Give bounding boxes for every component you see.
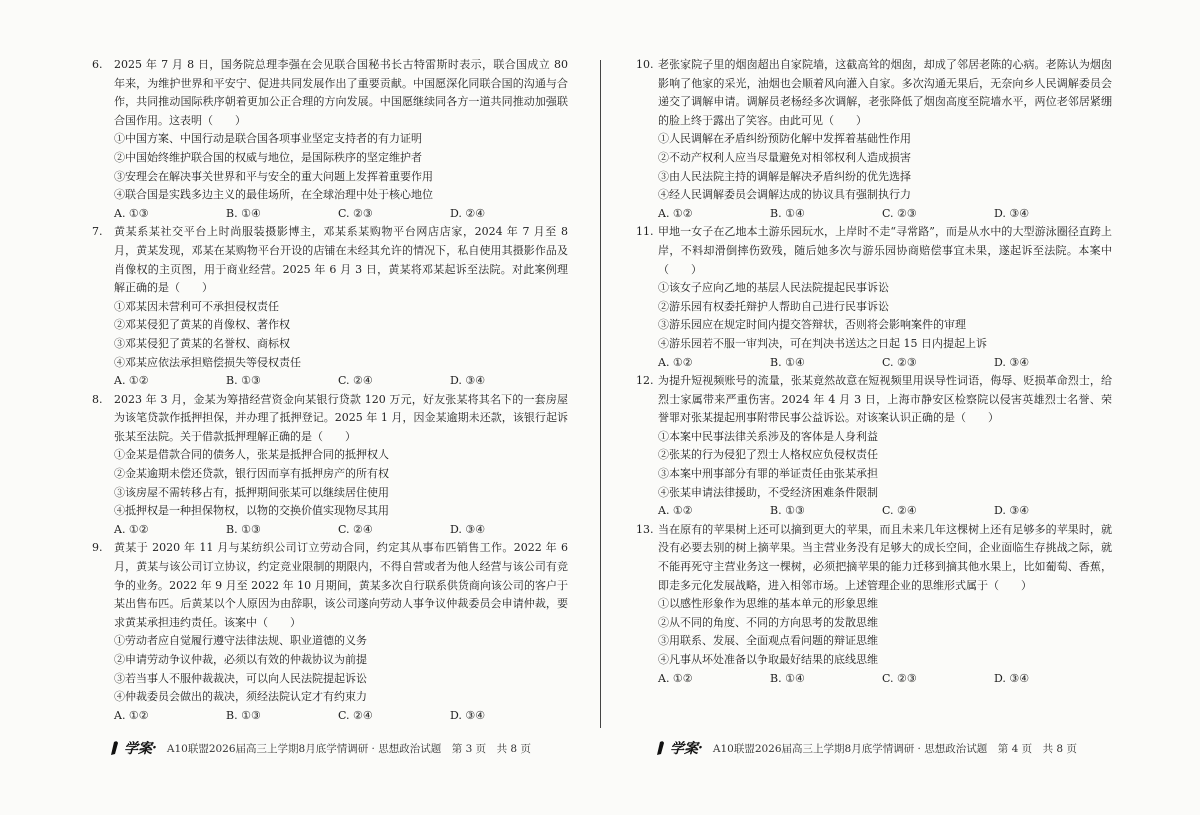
statement-option: ②申请劳动争议仲裁，必须以有效的仲裁协议为前提 bbox=[114, 653, 367, 666]
answer-choice: A. ①② bbox=[658, 504, 693, 518]
question-11 bbox=[636, 223, 1112, 372]
statement-option: ②不动产权利人应当尽量避免对相邻权利人造成损害 bbox=[658, 150, 911, 164]
statement-option: ②游乐园有权委托辩护人帮助自己进行民事诉讼 bbox=[658, 299, 889, 313]
answer-choice: D. ③④ bbox=[994, 206, 1030, 220]
footer-right bbox=[654, 738, 1077, 758]
answer-choices bbox=[636, 502, 1112, 521]
statement-option: ①中国方案、中国行动是联合国各项事业坚定支持者的有力证明 bbox=[114, 132, 422, 146]
question-stem-text: 黄某于 2020 年 11 月与某纺织公司订立劳动合同，约定其从事布匹销售工作。2022 年 6 月，黄某与该公司订立协议，约定竞业限制的期限内，不得自营或者为他人经营与该公司有竞争的业务。2022 年 9 月至 2022 年 10 月期间，黄某多次自行联系供货商向该公司的客户于某出售布匹。后黄某以个人原因为由辞职，该公司遂向劳动人事争议仲裁委员会申请仲裁，要求黄某承担违约责任。该案中（ ） bbox=[114, 541, 568, 629]
question-number: 10. bbox=[636, 58, 654, 71]
statement-option: ①邓某因未营利可不承担侵权责任 bbox=[114, 299, 279, 313]
answer-choice: D. ③④ bbox=[450, 522, 486, 536]
question-stem-text: 当在原有的苹果树上还可以摘到更大的苹果，而且未来几年这棵树上还有足够多的苹果时，就没有必要去别的树上摘苹果。当主营业务没有足够大的成长空间，企业面临生存挑战之际，就不能再死守主营业务这一棵树，必须把摘苹果的能力迁移到摘其他水果上，比如葡萄、香蕉，即走多元化发展战略，进入相邻市场。上述管理企业的思维形式属于（ ） bbox=[658, 522, 1112, 592]
answer-choices bbox=[92, 372, 568, 391]
answer-choices bbox=[92, 521, 568, 540]
statement-option: ④张某申请法律援助，不受经济困难条件限制 bbox=[658, 485, 878, 499]
answer-choice: D. ②④ bbox=[450, 206, 486, 220]
answer-choice: D. ③④ bbox=[994, 355, 1030, 369]
answer-choice: B. ①③ bbox=[770, 504, 805, 518]
statement-option: ①以感性形象作为思维的基本单元的形象思维 bbox=[658, 597, 878, 611]
statement-option: ③游乐园应在规定时间内提交答辩状，否则将会影响案件的审理 bbox=[658, 318, 966, 332]
answer-choice: A. ①② bbox=[114, 522, 149, 536]
statement-option: ③本案中刑事部分有罪的举证责任由张某承担 bbox=[658, 467, 878, 481]
answer-choice: B. ①④ bbox=[770, 206, 805, 220]
answer-choice: A. ①② bbox=[658, 206, 693, 220]
answer-choices bbox=[636, 354, 1112, 373]
left-question-list bbox=[92, 56, 568, 725]
answer-choice: C. ②④ bbox=[338, 708, 373, 722]
answer-choice: C. ②③ bbox=[882, 671, 917, 685]
question-stem bbox=[636, 521, 1112, 595]
statement-option: ①该女子应向乙地的基层人民法院提起民事诉讼 bbox=[658, 281, 889, 295]
feather-icon bbox=[654, 740, 668, 756]
question-8 bbox=[92, 391, 568, 540]
question-6 bbox=[92, 56, 568, 223]
statement-option: ④仲裁委员会做出的裁决，须经法院认定才有约束力 bbox=[114, 690, 367, 704]
statement-option: ③邓某侵犯了黄某的名誉权、商标权 bbox=[114, 336, 290, 350]
left-column bbox=[92, 56, 568, 725]
statement-option: ④游乐园若不服一审判决，可在判决书送达之日起 15 日内提起上诉 bbox=[658, 336, 987, 350]
statement-option: ②邓某侵犯了黄某的肖像权、著作权 bbox=[114, 318, 290, 332]
answer-choice: B. ①④ bbox=[226, 206, 261, 220]
question-stem bbox=[92, 223, 568, 297]
question-stem-text: 老张家院子里的烟囱超出自家院墙，这截高耸的烟囱，却成了邻居老陈的心病。老陈认为烟囱影响了他家的采光，油烟也会顺着风向灌入自家。多次沟通无果后，无奈向乡人民调解委员会递交了调解申请。调解员老杨经多次调解，老张降低了烟囱高度至院墙水平，两位老邻居紧绷的脸上终于露出了笑容。由此可见（ ） bbox=[658, 58, 1112, 127]
statement-option: ①人民调解在矛盾纠纷预防化解中发挥着基础性作用 bbox=[658, 132, 911, 146]
statement-option: ③由人民法院主持的调解是解决矛盾纠纷的优先选择 bbox=[658, 169, 911, 183]
statement-option: ②中国始终维护联合国的权威与地位，是国际秩序的坚定维护者 bbox=[114, 150, 422, 164]
answer-choices bbox=[92, 707, 568, 726]
answer-choice: B. ①③ bbox=[226, 522, 261, 536]
brand-logo-text: 学案 bbox=[124, 741, 152, 757]
answer-choice: C. ②③ bbox=[882, 206, 917, 220]
statement-option: ③若当事人不服仲裁裁决，可以向人民法院提起诉讼 bbox=[114, 671, 367, 685]
question-number: 12. bbox=[636, 374, 654, 388]
answer-choice: D. ③④ bbox=[450, 374, 486, 388]
question-number: 7. bbox=[92, 225, 103, 239]
question-stem-text: 黄某系某社交平台上时尚服装摄影博主，邓某系某购物平台网店店家，2024 年 7 月至 8 月，黄某发现，邓某在某购物平台开设的店铺在未经其允许的情况下，私自使用其摄影作品及肖像权的主页图，用于商业经营。2025 年 6 月 3 日，黄某将邓某起诉至法院。对此案例理解正确的是（ ） bbox=[114, 225, 568, 295]
answer-choice: D. ③④ bbox=[994, 504, 1030, 518]
statement-option: ①本案中民事法律关系涉及的客体是人身利益 bbox=[658, 429, 878, 443]
question-stem bbox=[636, 372, 1112, 428]
question-13 bbox=[636, 521, 1112, 688]
question-number: 13. bbox=[636, 522, 654, 536]
footer-right-text: A10联盟2026届高三上学期8月底学情调研 · 思想政治试题 第 4 页 共 8 页 bbox=[712, 742, 1077, 755]
question-9 bbox=[92, 539, 568, 725]
question-stem bbox=[92, 391, 568, 447]
answer-choice: C. ②③ bbox=[338, 206, 373, 220]
answer-choice: B. ①④ bbox=[770, 355, 805, 369]
answer-choice: A. ①② bbox=[114, 708, 149, 722]
statement-option: ①劳动者应自觉履行遵守法律法规、职业道德的义务 bbox=[114, 634, 367, 648]
answer-choice: A. ①② bbox=[658, 355, 693, 369]
footer-left bbox=[108, 738, 531, 758]
question-10 bbox=[636, 56, 1112, 223]
footer-left-text: A10联盟2026届高三上学期8月底学情调研 · 思想政治试题 第 3 页 共 8 页 bbox=[166, 742, 531, 755]
question-stem bbox=[636, 223, 1112, 279]
answer-choice: A. ①② bbox=[114, 374, 149, 388]
answer-choice: D. ③④ bbox=[450, 708, 486, 722]
answer-choice: A. ①② bbox=[658, 671, 693, 685]
answer-choice: D. ③④ bbox=[994, 671, 1030, 685]
question-number: 8. bbox=[92, 392, 103, 406]
answer-choice: A. ①③ bbox=[114, 206, 149, 220]
question-number: 9. bbox=[92, 541, 103, 555]
answer-choice: C. ②④ bbox=[338, 522, 373, 536]
answer-choice: B. ①③ bbox=[226, 374, 261, 388]
answer-choice: B. ①④ bbox=[770, 671, 805, 685]
question-7 bbox=[92, 223, 568, 390]
answer-choices bbox=[636, 670, 1112, 689]
question-stem-text: 2023 年 3 月，金某为筹措经营资金向某银行贷款 120 万元，好友张某将其名下的一套房屋为该笔贷款作抵押担保，并办理了抵押登记。2025 年 1 月，因金某逾期未还款，该银行起诉张某至法院。关于借款抵押理解正确的是（ ） bbox=[114, 392, 568, 443]
statement-option: ①金某是借款合同的债务人，张某是抵押合同的抵押权人 bbox=[114, 448, 389, 462]
statement-option: ④凡事从坏处准备以争取最好结果的底线思维 bbox=[658, 653, 878, 666]
answer-choice: C. ②④ bbox=[882, 504, 917, 518]
statement-option: ②从不同的角度、不同的方向思考的发散思维 bbox=[658, 615, 878, 629]
brand-logo: 学案 · bbox=[108, 738, 157, 758]
column-divider bbox=[600, 60, 601, 728]
question-12 bbox=[636, 372, 1112, 521]
question-stem-text: 2025 年 7 月 8 日，国务院总理李强在会见联合国秘书长古特雷斯时表示，联合国成立 80 年来，为维护世界和平安宁、促进共同发展作出了重要贡献。中国愿深化同联合国的沟通与合作，共同推动国际秩序朝着更加公正合理的方向发展。中国愿继续同各方一道共同推动加强联合国作用。这表明（ ） bbox=[114, 58, 568, 127]
answer-choice: C. ②③ bbox=[882, 355, 917, 369]
answer-choices bbox=[92, 205, 568, 224]
statement-option: ③用联系、发展、全面观点看问题的辩证思维 bbox=[658, 634, 878, 648]
question-stem bbox=[92, 539, 568, 632]
statement-option: ③该房屋不需转移占有，抵押期间张某可以继续居住使用 bbox=[114, 485, 389, 499]
feather-icon bbox=[108, 740, 122, 756]
right-column bbox=[636, 56, 1112, 688]
statement-option: ④联合国是实践多边主义的最佳场所，在全球治理中处于核心地位 bbox=[114, 188, 433, 202]
question-stem-text: 为提升短视频账号的流量，张某竟然故意在短视频里用误导性词语，侮辱、贬损革命烈士，给烈士家属带来严重伤害。2024 年 4 月 3 日，上海市静安区检察院以侵害英雄烈士名誉、荣誉罪对张某提起刑事附带民事公益诉讼。对该案认识正确的是（ ） bbox=[658, 374, 1112, 425]
question-stem bbox=[92, 56, 568, 130]
right-question-list bbox=[636, 56, 1112, 688]
statement-option: ④抵押权是一种担保物权，以物的交换价值实现物尽其用 bbox=[114, 504, 389, 518]
statement-option: ④邓某应依法承担赔偿损失等侵权责任 bbox=[114, 355, 301, 369]
answer-choice: B. ①③ bbox=[226, 708, 261, 722]
brand-logo-text: 学案 bbox=[670, 741, 698, 757]
question-stem bbox=[636, 56, 1112, 130]
question-number: 11. bbox=[636, 225, 654, 239]
statement-option: ④经人民调解委员会调解达成的协议具有强制执行力 bbox=[658, 188, 911, 202]
statement-option: ②金某逾期未偿还贷款，银行因而享有抵押房产的所有权 bbox=[114, 467, 389, 481]
question-stem-text: 甲地一女子在乙地本土游乐园玩水，上岸时不走“寻常路”，而是从水中的大型游泳圈径直跨上岸，不料却滑倒摔伤致残，随后她多次与游乐园协商赔偿事宜未果，遂起诉至法院。本案中（ ） bbox=[658, 225, 1112, 276]
statement-option: ③安理会在解决事关世界和平与安全的重大问题上发挥着重要作用 bbox=[114, 169, 433, 183]
brand-logo: 学案 · bbox=[654, 738, 703, 758]
answer-choice: C. ②④ bbox=[338, 374, 373, 388]
statement-option: ②张某的行为侵犯了烈士人格权应负侵权责任 bbox=[658, 448, 878, 462]
answer-choices bbox=[636, 205, 1112, 224]
question-number: 6. bbox=[92, 58, 103, 71]
